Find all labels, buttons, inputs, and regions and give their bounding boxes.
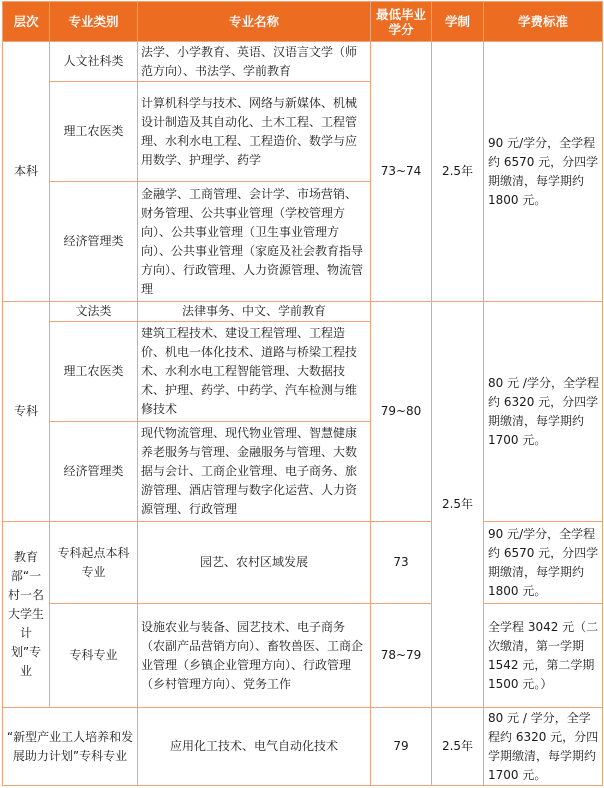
majors-cell: 建筑工程技术、建设工程管理、工程造价、机电一体化技术、道路与桥梁工程技术、水利水电工程智能管理、大数据技术、护理、药学、中药学、汽车检测与维修技术 <box>138 322 371 422</box>
category-cell: 专科起点本科专业 <box>50 522 138 604</box>
category-cell: 理工农医类 <box>50 322 138 422</box>
header-level: 层次 <box>3 2 50 42</box>
category-cell: 人文社科类 <box>50 42 138 82</box>
duration-cell: 2.5年 <box>432 42 484 302</box>
header-fee: 学费标准 <box>484 2 603 42</box>
table-row <box>3 604 603 708</box>
credits-cell: 79 <box>371 708 432 786</box>
level-zhuanke: 专科 <box>3 302 50 522</box>
fee-cell: 90 元/学分，全学程约 6570 元，分四学期缴清，每学期约 1800 元。 <box>484 42 603 302</box>
majors-cell: 应用化工技术、电气自动化技术 <box>138 708 371 786</box>
fee-cell: 90 元/学分，全学程约 6570 元，分四学期缴清，每学期约 1800 元。 <box>484 522 603 604</box>
credits-cell: 73~74 <box>371 42 432 302</box>
majors-cell: 园艺、农村区域发展 <box>138 522 371 604</box>
category-cell: 专科专业 <box>50 604 138 708</box>
majors-cell: 现代物流管理、现代物业管理、智慧健康养老服务与管理、金融服务与管理、大数据与会计、工商企业管理、电子商务、旅游管理、酒店管理与数字化运营、人力资源管理、行政管理 <box>138 422 371 522</box>
category-cell: 经济管理类 <box>50 422 138 522</box>
duration-cell: 2.5年 <box>432 708 484 786</box>
duration-cell: 2.5年 <box>432 302 484 708</box>
fee-cell: 80 元 / 学分，全学程约 6320 元，分四学期缴清，每学期约 1700 元。 <box>484 708 603 786</box>
majors-cell: 设施农业与装备、园艺技术、电子商务（农副产品营销方向）、畜牧兽医、工商企业管理（乡镇企业管理方向）、行政管理（乡村管理方向）、党务工作 <box>138 604 371 708</box>
category-cell: 经济管理类 <box>50 182 138 302</box>
program-fee-table <box>2 1 603 786</box>
header-duration: 学制 <box>432 2 484 42</box>
table-row <box>3 708 603 786</box>
majors-cell: 金融学、工商管理、会计学、市场营销、财务管理、公共事业管理（学校管理方向）、公共事业管理（卫生事业管理方向）、公共事业管理（家庭及社会教育指导方向）、行政管理、人力资源管理、物流管理 <box>138 182 371 302</box>
table-row <box>3 42 603 82</box>
fee-cell: 80 元 /学分，全学程约 6320 元，分四学期缴清，每学期约 1700 元。 <box>484 302 603 522</box>
credits-cell: 78~79 <box>371 604 432 708</box>
category-cell: 文法类 <box>50 302 138 322</box>
table-row <box>3 522 603 604</box>
table-header-row <box>3 2 603 42</box>
credits-cell: 73 <box>371 522 432 604</box>
majors-cell: 计算机科学与技术、网络与新媒体、机械设计制造及其自动化、土木工程、工程管理、水利水电工程、工程造价、数学与应用数学、护理学、药学 <box>138 82 371 182</box>
header-category: 专业类别 <box>50 2 138 42</box>
level-benke: 本科 <box>3 42 50 302</box>
table-row <box>3 302 603 322</box>
majors-cell: 法律事务、中文、学前教育 <box>138 302 371 322</box>
header-major-name: 专业名称 <box>138 2 371 42</box>
category-cell: 理工农医类 <box>50 82 138 182</box>
fee-cell: 全学程 3042 元（二次缴清，第一学期 1542 元，第二学期 1500 元。） <box>484 604 603 708</box>
level-xinxing: “新型产业工人培养和发展助力计划”专科专业 <box>3 708 138 786</box>
credits-cell: 79~80 <box>371 302 432 522</box>
majors-cell: 法学、小学教育、英语、汉语言文学（师范方向）、书法学、学前教育 <box>138 42 371 82</box>
header-min-credits: 最低毕业学分 <box>371 2 432 42</box>
level-yicun: 教育部“一村一名大学生计划”专业 <box>3 522 50 708</box>
